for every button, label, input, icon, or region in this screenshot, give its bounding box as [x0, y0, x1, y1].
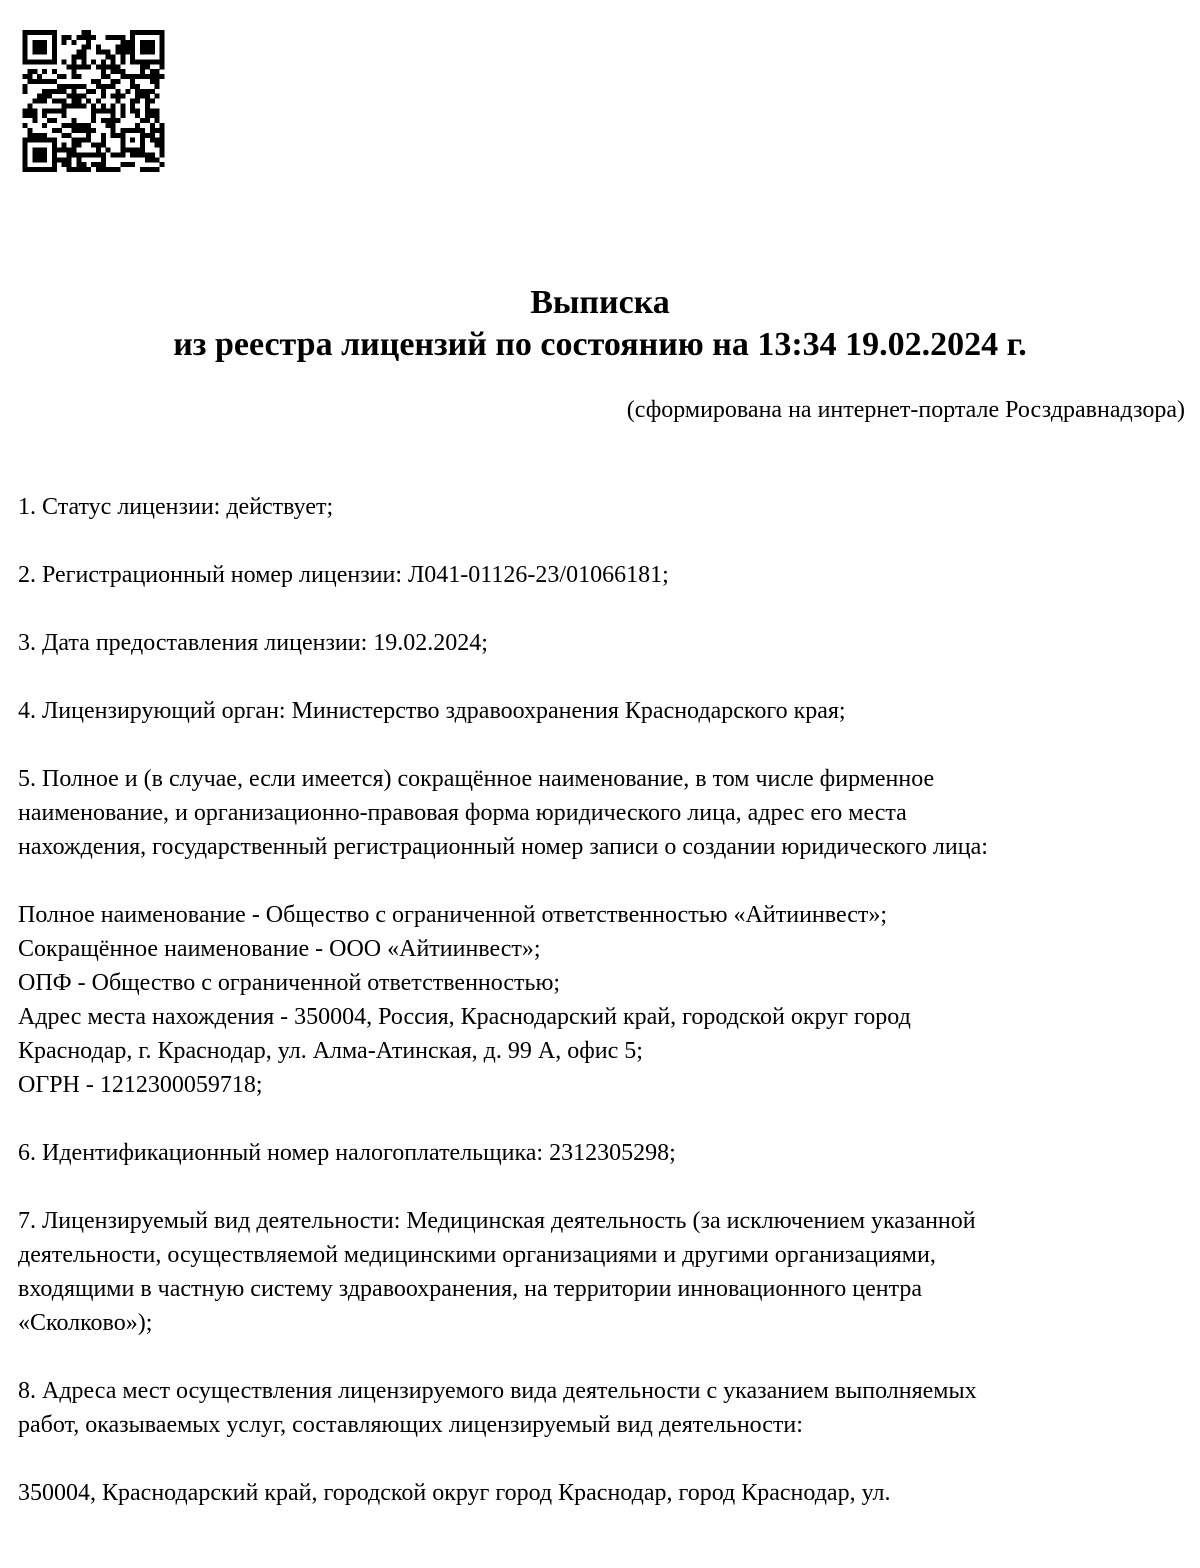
paragraph-activity-address	[18, 1476, 1188, 1510]
body-line: наименование, и организационно-правовая форма юридического лица, адрес его места	[18, 800, 907, 826]
document-title-line1: Выписка	[530, 284, 670, 321]
body-line: 2. Регистрационный номер лицензии: Л041-01126-23/01066181;	[18, 562, 669, 588]
paragraph-organization-details	[18, 898, 1188, 1102]
body-line: ОПФ - Общество с ограниченной ответственностью;	[18, 970, 561, 996]
body-line: 7. Лицензируемый вид деятельности: Медицинская деятельность (за исключением указанной	[18, 1208, 976, 1234]
body-line: Полное наименование - Общество с ограниченной ответственностью «Айтиинвест»;	[18, 902, 888, 928]
body-line: «Сколково»);	[18, 1310, 153, 1336]
body-line: работ, оказываемых услуг, составляющих лицензируемый вид деятельности:	[18, 1412, 803, 1438]
body-line: 8. Адреса мест осуществления лицензируемого вида деятельности с указанием выполняемых	[18, 1378, 977, 1404]
body-line: Адрес места нахождения - 350004, Россия, Краснодарский край, городской округ город	[18, 1004, 911, 1030]
paragraph-activity-addresses-heading	[18, 1374, 1188, 1442]
document-title-line2: из реестра лицензий по состоянию на 13:34 19.02.2024 г.	[173, 326, 1027, 363]
body-line: 5. Полное и (в случае, если имеется) сокращённое наименование, в том числе фирменное	[18, 766, 935, 792]
body-line: деятельности, осуществляемой медицинскими организациями и другими организациями,	[18, 1242, 936, 1268]
paragraph-license-status	[18, 490, 1188, 524]
body-line: ОГРН - 1212300059718;	[18, 1072, 263, 1098]
paragraph-inn	[18, 1136, 1188, 1170]
body-line: Сокращённое наименование - ООО «Айтиинвест»;	[18, 936, 541, 962]
body-line: входящими в частную систему здравоохранения, на территории инновационного центра	[18, 1276, 923, 1302]
paragraph-grant-date	[18, 626, 1188, 660]
generation-note: (сформирована на интернет-портале Росздравнадзора)	[626, 397, 1185, 423]
body-line: 1. Статус лицензии: действует;	[18, 494, 334, 520]
body-line: 6. Идентификационный номер налогоплательщика: 2312305298;	[18, 1140, 676, 1166]
document-title	[0, 282, 1200, 366]
paragraph-activity-type	[18, 1204, 1188, 1340]
qr-code	[22, 30, 165, 172]
body-line: 3. Дата предоставления лицензии: 19.02.2024;	[18, 630, 488, 656]
paragraph-licensing-authority	[18, 694, 1188, 728]
body-line: Краснодар, г. Краснодар, ул. Алма-Атинская, д. 99 А, офис 5;	[18, 1038, 643, 1064]
paragraph-name-heading	[18, 762, 1188, 864]
body-line: нахождения, государственный регистрационный номер записи о создании юридического лица:	[18, 834, 988, 860]
paragraph-registration-number	[18, 558, 1188, 592]
body-line: 350004, Краснодарский край, городской округ город Краснодар, город Краснодар, ул.	[18, 1480, 891, 1506]
document-body	[18, 490, 1188, 1544]
body-line: 4. Лицензирующий орган: Министерство здравоохранения Краснодарского края;	[18, 698, 846, 724]
